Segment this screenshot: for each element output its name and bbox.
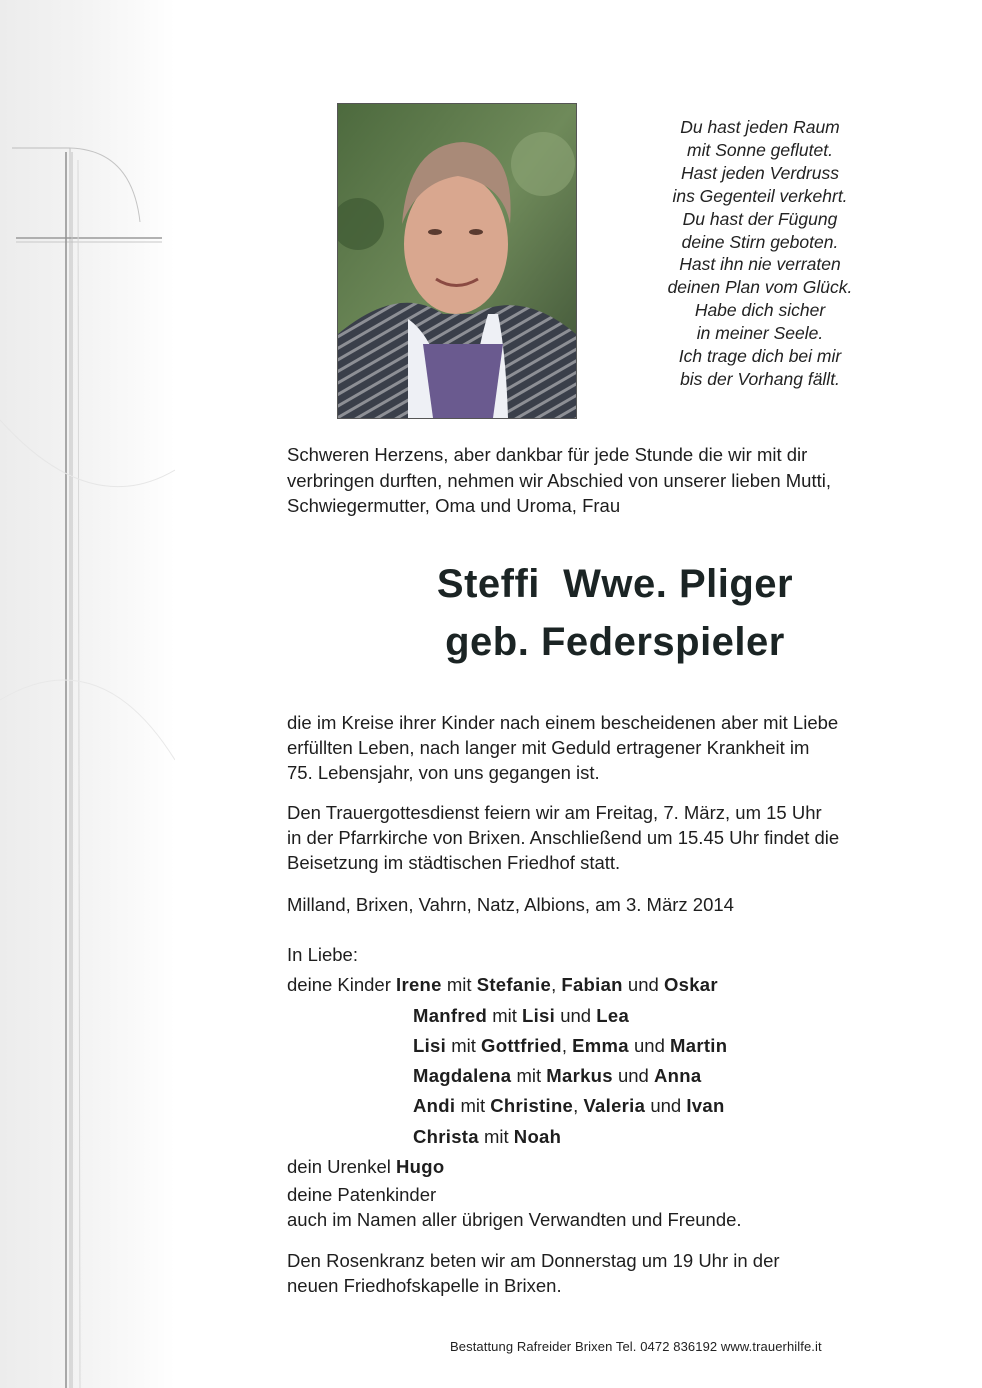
- decorative-side-band: [0, 0, 175, 1388]
- rosary-paragraph: [287, 1248, 937, 1298]
- family-member: Irene: [396, 974, 442, 996]
- place-date-line: Milland, Brixen, Vahrn, Natz, Albions, am 3. März 2014: [287, 894, 734, 915]
- paragraph-line: Den Rosenkranz beten wir am Donnerstag um 19 Uhr in der: [287, 1250, 780, 1271]
- paragraph-line: die im Kreise ihrer Kinder nach einem bescheidenen aber mit Liebe: [287, 712, 839, 733]
- family-member: Markus: [546, 1065, 613, 1087]
- family-member: Lea: [596, 1004, 630, 1026]
- family-member: Martin: [670, 1034, 728, 1056]
- birth-name: geb. Federspieler: [445, 620, 785, 664]
- connector: mit: [511, 1065, 547, 1087]
- children-prefix: deine Kinder: [287, 974, 397, 996]
- family-member: Christa: [413, 1125, 479, 1147]
- connector: mit: [446, 1034, 482, 1056]
- family-member: Stefanie: [476, 974, 552, 996]
- connector: mit: [478, 1125, 514, 1147]
- family-row: [287, 1152, 937, 1182]
- family-member: Lisi: [522, 1004, 556, 1026]
- connector: mit: [487, 1004, 523, 1026]
- passing-paragraph: [287, 710, 937, 785]
- family-row: [287, 1001, 937, 1031]
- family-member: Gottfried: [481, 1034, 562, 1056]
- portrait-photo: [337, 103, 577, 419]
- paragraph-line: 75. Lebensjahr, von uns gegangen ist.: [287, 762, 600, 783]
- connector: und: [612, 1065, 654, 1087]
- funeral-service-paragraph: [287, 800, 937, 875]
- intro-line: verbringen durften, nehmen wir Abschied von unserer lieben Mutti,: [287, 469, 831, 491]
- intro-paragraph: [287, 442, 937, 519]
- intro-line: Schwiegermutter, Oma und Uroma, Frau: [287, 495, 621, 516]
- poem-line: Habe dich sicher: [694, 300, 826, 321]
- poem-line: in meiner Seele.: [696, 323, 824, 344]
- family-row: [287, 1122, 937, 1152]
- family-member: Christine: [490, 1095, 574, 1117]
- poem-line: Ich trage dich bei mir: [678, 346, 842, 367]
- family-member: Anna: [654, 1065, 702, 1087]
- connector: ,: [573, 1095, 584, 1117]
- family-row: [287, 1031, 937, 1061]
- family-member: Oskar: [663, 974, 718, 996]
- connector: und: [622, 974, 664, 996]
- poem-line: deinen Plan vom Glück.: [667, 277, 853, 298]
- deceased-name-block: [300, 555, 930, 671]
- place-date: [287, 892, 937, 917]
- family-row: [287, 970, 937, 1000]
- paragraph-line: erfüllten Leben, nach langer mit Geduld ertragener Krankheit im: [287, 737, 810, 758]
- poem-line: Du hast jeden Raum: [680, 117, 840, 137]
- poem-line: ins Gegenteil verkehrt.: [672, 185, 848, 206]
- family-member: Manfred: [413, 1004, 488, 1026]
- cross-icon: [0, 0, 175, 1388]
- family-member: Ivan: [686, 1095, 725, 1117]
- godchildren-line: deine Patenkinder: [287, 1184, 437, 1206]
- connector: und: [628, 1034, 671, 1056]
- poem-line: Du hast der Fügung: [682, 208, 838, 229]
- poem-line: Hast ihn nie verraten: [679, 254, 841, 275]
- connector: ,: [551, 974, 562, 996]
- poem-line: mit Sonne geflutet.: [687, 139, 833, 160]
- family-member: Emma: [572, 1034, 629, 1056]
- poem-line: deine Stirn geboten.: [681, 231, 839, 252]
- poem: [600, 116, 920, 391]
- connector: mit: [441, 974, 477, 996]
- paragraph-line: in der Pfarrkirche von Brixen. Anschließend um 15.45 Uhr findet die: [287, 827, 840, 848]
- family-member: Noah: [513, 1125, 562, 1147]
- family-row: [287, 1061, 937, 1091]
- connector: mit: [455, 1095, 491, 1117]
- family-member: Fabian: [561, 974, 623, 996]
- great-grandchild-prefix: dein Urenkel: [287, 1156, 397, 1178]
- relatives-line: auch im Namen aller übrigen Verwandten und Freunde.: [287, 1209, 742, 1231]
- intro-line: Schweren Herzens, aber dankbar für jede Stunde die wir mit dir: [287, 444, 808, 465]
- funeral-home-footer: Bestattung Rafreider Brixen Tel. 0472 836192 www.trauerhilfe.it: [450, 1339, 822, 1354]
- family-heading: In Liebe:: [287, 944, 358, 965]
- poem-line: bis der Vorhang fällt.: [680, 368, 840, 389]
- connector: und: [645, 1095, 687, 1117]
- family-member: Hugo: [396, 1156, 445, 1178]
- paragraph-line: neuen Friedhofskapelle in Brixen.: [287, 1275, 562, 1296]
- poem-line: Hast jeden Verdruss: [681, 162, 839, 183]
- paragraph-line: Den Trauergottesdienst feiern wir am Freitag, 7. März, um 15 Uhr: [287, 802, 822, 823]
- family-member: Andi: [413, 1095, 456, 1117]
- connector: ,: [561, 1034, 573, 1056]
- paragraph-line: Beisetzung im städtischen Friedhof statt.: [287, 852, 621, 873]
- family-list: [287, 940, 937, 1232]
- family-member: Lisi: [413, 1034, 447, 1056]
- deceased-name: Steffi Wwe. Pliger: [436, 562, 794, 606]
- family-member: Valeria: [583, 1095, 646, 1117]
- family-row: [287, 1091, 937, 1121]
- connector: und: [555, 1004, 597, 1026]
- family-member: Magdalena: [413, 1065, 512, 1087]
